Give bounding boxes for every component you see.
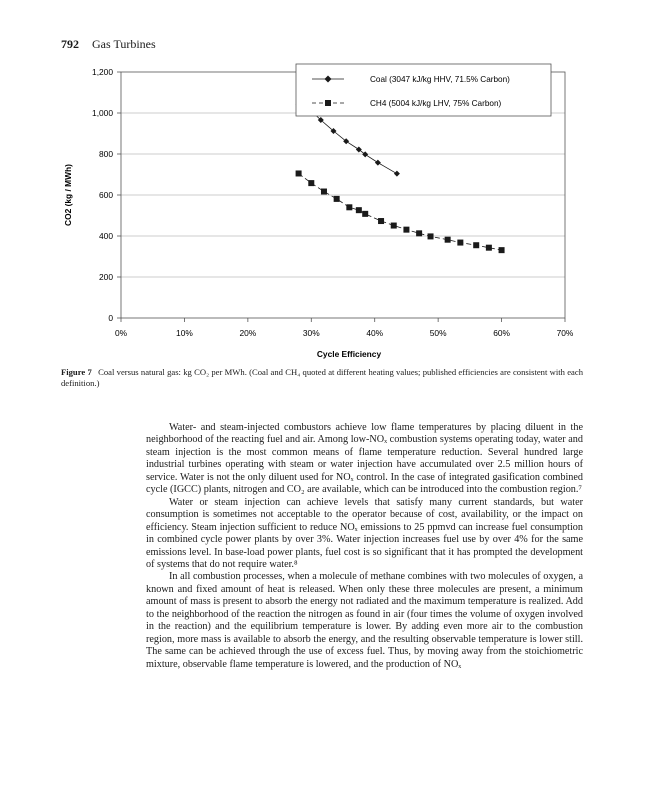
paragraph: Water or steam injection can achieve levels that satisfy many current standards, but water consumption is sometimes not acceptable to the operator because of cost, availability, or the impact on efficiency. Steam injection sufficient to reduce NOₓ emissions to 25 ppmvd can increase fuel consumption in combined cycle power plants by over 3%. Water injection increases fuel use by over 4% for the same emissions level. In base-load power plants, fuel cost is so significant that it has prompted the development of systems that do not require water.⁸ — [146, 496, 583, 570]
data-point-square — [356, 207, 362, 213]
y-tick-label: 800 — [99, 149, 113, 159]
data-point-square — [473, 242, 479, 248]
data-point-square — [321, 189, 327, 195]
data-point-diamond — [394, 171, 400, 177]
y-axis-label: CO2 (kg / MWh) — [63, 164, 73, 226]
x-axis-label: Cycle Efficiency — [316, 349, 382, 359]
x-tick-label: 60% — [493, 328, 510, 338]
x-tick-label: 70% — [556, 328, 574, 338]
y-tick-label: 1,000 — [92, 108, 113, 118]
body-text — [146, 422, 583, 671]
y-tick-label: 0 — [108, 313, 113, 323]
data-point-square — [308, 180, 314, 186]
data-point-square — [296, 170, 302, 176]
figure-caption-text: Coal versus natural gas: kg CO₂ per MWh. (Coal and CH₄ quoted at different heating values; published efficiencies are consistent with each definition.) — [61, 367, 583, 388]
x-tick-label: 50% — [429, 328, 447, 338]
data-point-square — [416, 230, 422, 236]
y-tick-label: 200 — [99, 272, 113, 282]
x-tick-label: 20% — [239, 328, 257, 338]
paragraph: Water- and steam-injected combustors achieve low flame temperatures by placing diluent in the neighborhood of the reacting fuel and air. Among low-NOₓ combustion systems operating today, water and steam injection is the most common means of flame temperature reduction. Several hundred large industrial turbines operating with steam or water injection have accumulated over 2.5 million hours of service. Water is not the only diluent used for NOₓ control. In the case of integrated gasification combined cycle (IGCC) plants, nitrogen and CO₂ are available, which can be introduced into the combustion region.⁷ — [146, 422, 583, 496]
data-point-diamond — [375, 160, 381, 166]
figure-label: Figure 7 — [61, 367, 92, 377]
x-tick-label: 40% — [366, 328, 384, 338]
data-point-square — [445, 237, 451, 243]
x-tick-label: 0% — [114, 328, 128, 338]
paragraph: In all combustion processes, when a molecule of methane combines with two molecules of oxygen, a known and fixed amount of heat is released. When only these three molecules are present, a minimum amount of mass is present to absorb the energy not radiated and the maximum temperature is realized. Add to the neighborhood of the reaction the nitrogen as found in air (four times the volume of oxygen involved in the reaction) and the equilibrium temperature is lower. By adding even more air to the combustion region, more mass is available to absorb the energy, and the resulting observable temperature is lower still. The same can be achieved through the use of excess fuel. Thus, by moving away from the stoichiometric mixture, observable flame temperature is lowered, and the production of NOₓ — [146, 571, 583, 670]
data-point-square — [391, 223, 397, 229]
y-tick-label: 600 — [99, 190, 113, 200]
data-point-square — [378, 218, 384, 224]
y-tick-label: 1,200 — [92, 67, 113, 77]
legend-ch4-label: CH4 (5004 kJ/kg LHV, 75% Carbon) — [370, 99, 502, 108]
emissions-chart — [0, 0, 647, 365]
chart-gridlines — [121, 113, 565, 277]
x-axis-ticks — [115, 318, 574, 338]
figure-caption — [61, 367, 583, 389]
data-point-square — [499, 247, 505, 253]
running-title: Gas Turbines — [92, 37, 156, 51]
x-tick-label: 30% — [302, 328, 320, 338]
y-tick-label: 400 — [99, 231, 113, 241]
data-point-square — [362, 211, 368, 217]
legend-coal-label: Coal (3047 kJ/kg HHV, 71.5% Carbon) — [370, 75, 510, 84]
data-series — [296, 102, 505, 253]
data-point-square — [457, 240, 463, 246]
page-number: 792 — [61, 37, 79, 51]
data-point-square — [346, 204, 352, 210]
data-point-square — [334, 196, 340, 202]
legend-ch4-marker — [325, 100, 331, 106]
x-tick-label: 10% — [176, 328, 193, 338]
series-line-1 — [299, 174, 502, 251]
legend-box — [296, 64, 551, 116]
data-point-square — [403, 227, 409, 233]
y-axis-ticks — [92, 67, 121, 323]
data-point-square — [486, 245, 492, 251]
legend — [296, 64, 551, 116]
data-point-square — [428, 233, 434, 239]
